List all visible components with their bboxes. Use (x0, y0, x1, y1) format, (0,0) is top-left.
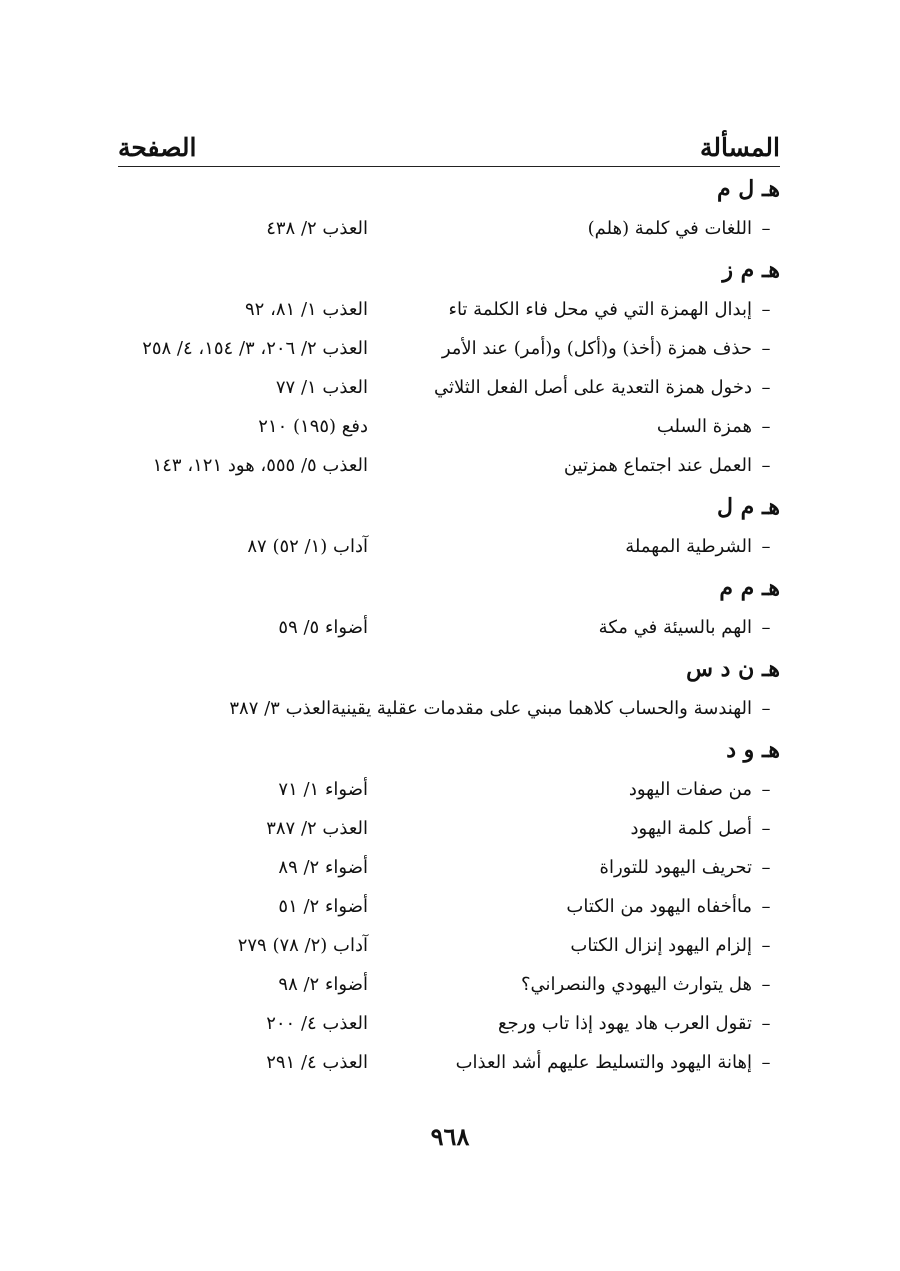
entry-dash: – (761, 338, 771, 359)
index-entry (118, 1043, 780, 1082)
index-page (118, 118, 780, 1082)
index-entry (118, 848, 780, 887)
index-entry (118, 965, 780, 1004)
index-entry (118, 407, 780, 446)
entry-dash: – (761, 896, 771, 917)
entry-topic: الهندسة والحساب كلاهما مبني على مقدمات عقلية يقينية (331, 698, 752, 719)
index-entry (118, 527, 780, 566)
entry-dash: – (761, 974, 771, 995)
entry-reference: أضواء ١/ ٧١ (278, 779, 368, 800)
entry-topic: حذف همزة (أخذ) و(أكل) و(أمر) عند الأمر (441, 338, 752, 359)
entry-reference: آداب (٢/ ٧٨) ٢٧٩ (237, 935, 368, 956)
index-entry (118, 329, 780, 368)
entry-topic: تقول العرب هاد يهود إذا تاب ورجع (497, 1013, 752, 1034)
entry-dash: – (761, 935, 771, 956)
entry-reference: العذب ٤/ ٢٩١ (266, 1052, 368, 1073)
entry-topic: إهانة اليهود والتسليط عليهم أشد العذاب (455, 1052, 752, 1073)
entry-topic: همزة السلب (656, 416, 752, 437)
entry-dash: – (761, 377, 771, 398)
entry-reference: العذب ٤/ ٢٠٠ (266, 1013, 368, 1034)
index-entry (118, 770, 780, 809)
index-entry (118, 368, 780, 407)
entry-dash: – (761, 218, 771, 239)
index-entry (118, 689, 780, 728)
index-entry (118, 209, 780, 248)
entry-reference: آداب (١/ ٥٢) ٨٧ (247, 536, 368, 557)
entry-topic: إبدال الهمزة التي في محل فاء الكلمة تاء (448, 299, 752, 320)
entry-topic: هل يتوارث اليهودي والنصراني؟ (520, 974, 752, 995)
index-entry (118, 608, 780, 647)
index-sections (118, 169, 780, 1082)
index-entry (118, 446, 780, 485)
index-entry (118, 809, 780, 848)
root-heading: هـ م ز (722, 257, 780, 283)
entry-dash: – (761, 818, 771, 839)
page-column-label: الصفحة (118, 133, 197, 162)
entry-topic: دخول همزة التعدية على أصل الفعل الثلاثي (433, 377, 752, 398)
entry-dash: – (761, 1052, 771, 1073)
entry-dash: – (761, 617, 771, 638)
index-entry (118, 887, 780, 926)
root-heading: هـ م م (719, 575, 780, 601)
issue-column-label: المسألة (700, 133, 780, 162)
entry-reference: أضواء ٢/ ٥١ (278, 896, 368, 917)
index-entry (118, 926, 780, 965)
entry-topic: الشرطية المهملة (625, 536, 752, 557)
entry-topic: العمل عند اجتماع همزتين (563, 455, 752, 476)
entry-topic: تحريف اليهود للتوراة (599, 857, 752, 878)
entry-reference: العذب ١/ ٨١، ٩٢ (245, 299, 368, 320)
entry-topic: الهم بالسيئة في مكة (598, 617, 752, 638)
entry-dash: – (761, 416, 771, 437)
entry-dash: – (761, 779, 771, 800)
entry-dash: – (761, 299, 771, 320)
root-heading: هـ م ل (717, 494, 780, 520)
root-heading: هـ و د (726, 737, 780, 763)
root-heading: هـ ن د س (686, 656, 780, 682)
entry-reference: العذب ١/ ٧٧ (275, 377, 368, 398)
entry-dash: – (761, 536, 771, 557)
entry-reference: أضواء ٢/ ٨٩ (278, 857, 368, 878)
index-entry (118, 1004, 780, 1043)
entry-topic: إلزام اليهود إنزال الكتاب (570, 935, 752, 956)
entry-topic: ماأخفاه اليهود من الكتاب (566, 896, 752, 917)
entry-reference: العذب ٥/ ٥٥٥، هود ١٢١، ١٤٣ (152, 455, 368, 476)
entry-reference: أضواء ٥/ ٥٩ (278, 617, 368, 638)
root-heading: هـ ل م (717, 176, 780, 202)
index-entry (118, 290, 780, 329)
entry-reference: العذب ٢/ ٤٣٨ (266, 218, 368, 239)
column-header (118, 118, 780, 167)
entry-reference: أضواء ٢/ ٩٨ (278, 974, 368, 995)
entry-dash: – (761, 698, 771, 719)
entry-dash: – (761, 1013, 771, 1034)
entry-dash: – (761, 455, 771, 476)
entry-reference: دفع (١٩٥) ٢١٠ (258, 416, 368, 437)
entry-reference: العذب ٣/ ٣٨٧ (229, 698, 332, 719)
entry-topic: أصل كلمة اليهود (630, 818, 752, 839)
entry-reference: العذب ٢/ ٣٨٧ (266, 818, 368, 839)
entry-topic: اللغات في كلمة (هلم) (587, 218, 752, 239)
entry-topic: من صفات اليهود (628, 779, 752, 800)
page-number: ٩٦٨ (430, 1122, 470, 1151)
entry-reference: العذب ٢/ ٢٠٦، ٣/ ١٥٤، ٤/ ٢٥٨ (142, 338, 368, 359)
entry-dash: – (761, 857, 771, 878)
